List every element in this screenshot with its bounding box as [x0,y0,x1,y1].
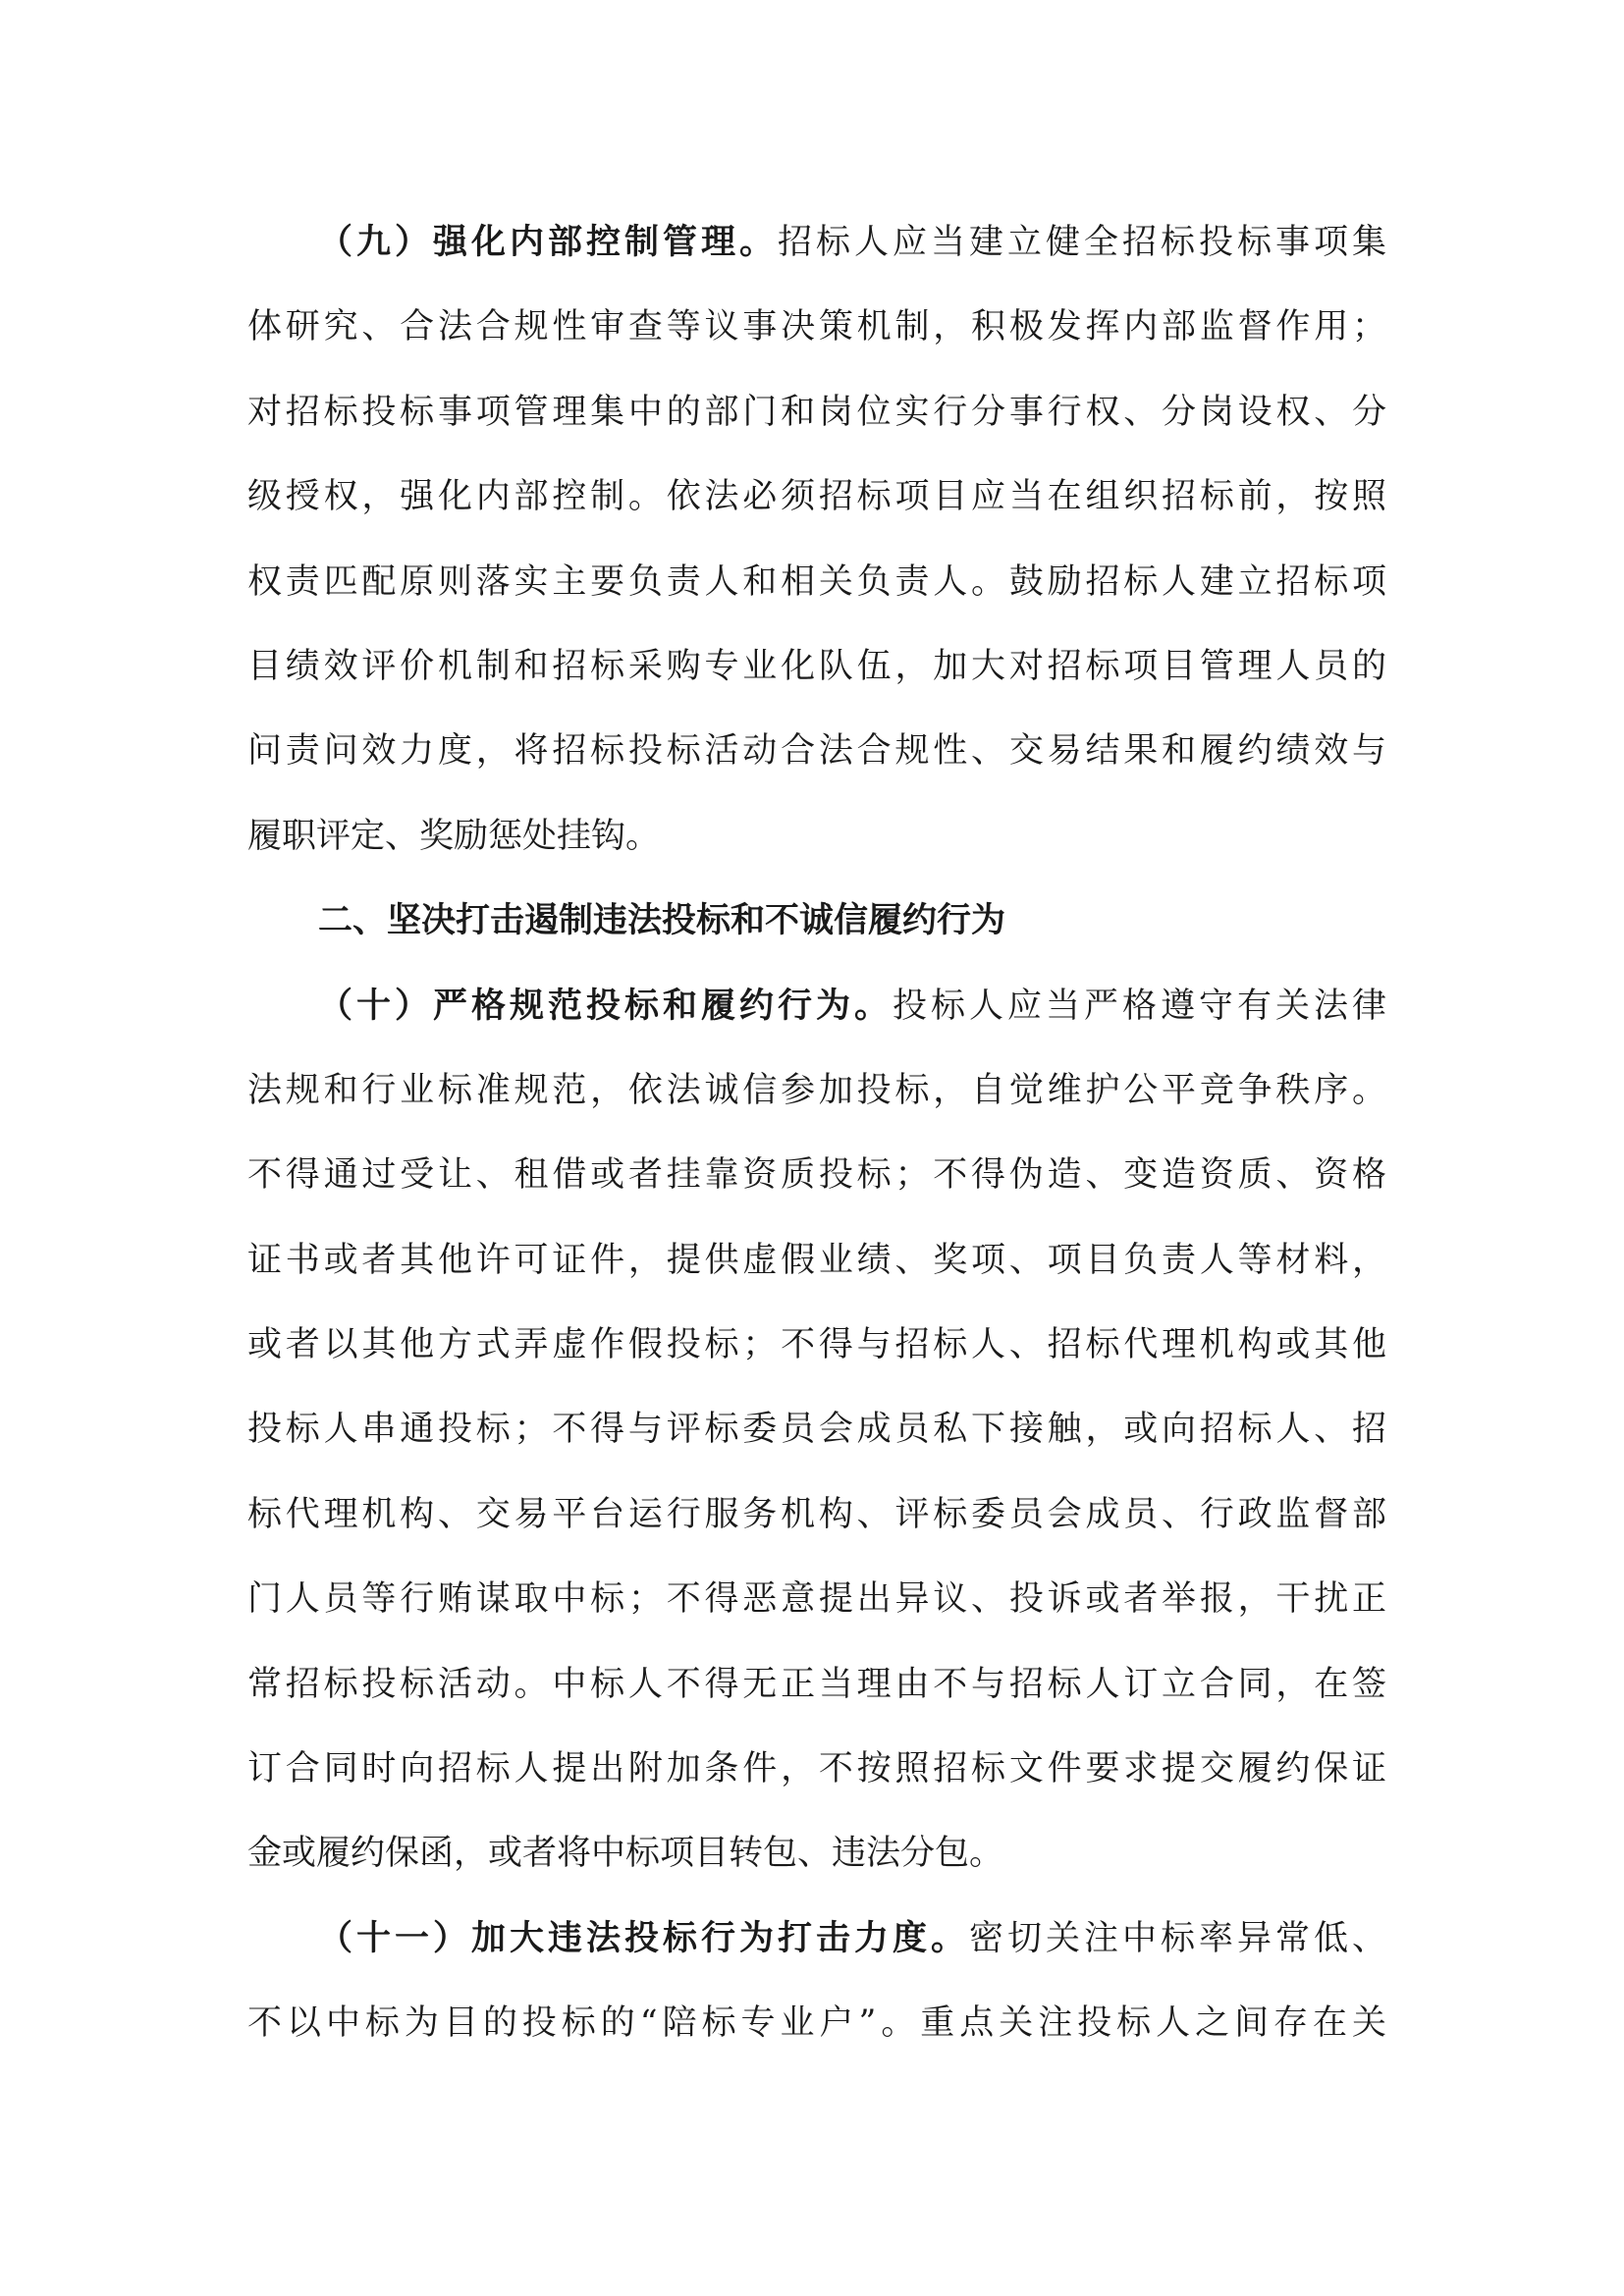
paragraph-9-line-6: 目绩效评价机制和招标采购专业化队伍，加大对招标项目管理人员的 [247,646,1386,686]
paragraph-10-line-11: 金或履约保函，或者将中标项目转包、违法分包。 [247,1834,1004,1874]
paragraph-10-line-1: （十）严格规范投标和履约行为。投标人应当严格遵守有关法律 [318,986,1386,1026]
paragraph-10-line-6: 投标人串通投标；不得与评标委员会成员私下接触，或向招标人、招 [247,1410,1386,1450]
paragraph-9-line-8: 履职评定、奖励惩处挂钩。 [247,816,661,856]
section-2-heading: 二、坚决打击遏制违法投标和不诚信履约行为 [318,901,1006,941]
paragraph-11-lead: （十一）加大违法投标行为打击力度。 [318,1918,969,1958]
paragraph-10-line-8: 门人员等行贿谋取中标；不得恶意提出异议、投诉或者举报，干扰正 [247,1579,1386,1620]
paragraph-10-line-10: 订合同时向招标人提出附加条件，不按照招标文件要求提交履约保证 [247,1749,1386,1789]
paragraph-9 [247,200,1386,879]
paragraph-10-line-4: 证书或者其他许可证件，提供虚假业绩、奖项、项目负责人等材料， [247,1240,1386,1280]
paragraph-9-line-3: 对招标投标事项管理集中的部门和岗位实行分事行权、分岗设权、分 [247,392,1386,432]
paragraph-11 [247,1896,1386,2066]
paragraph-9-lead: （九）强化内部控制管理。 [318,223,778,262]
paragraph-10-line-9: 常招标投标活动。中标人不得无正当理由不与招标人订立合同，在签 [247,1664,1386,1704]
paragraph-10-lead: （十）严格规范投标和履约行为。 [318,986,893,1026]
paragraph-10-line-2: 法规和行业标准规范，依法诚信参加投标，自觉维护公平竞争秩序。 [247,1070,1386,1110]
paragraph-9-line-4: 级授权，强化内部控制。依法必须招标项目应当在组织招标前，按照 [247,477,1386,517]
paragraph-9-line-2: 体研究、合法合规性审查等议事决策机制，积极发挥内部监督作用； [247,307,1386,347]
paragraph-10 [247,964,1386,1896]
paragraph-10-line-3: 不得通过受让、租借或者挂靠资质投标；不得伪造、变造资质、资格 [247,1155,1386,1196]
paragraph-11-line-2: 不以中标为目的投标的“陪标专业户”。重点关注投标人之间存在关 [247,2003,1386,2044]
paragraph-9-line-1: （九）强化内部控制管理。招标人应当建立健全招标投标事项集 [318,223,1386,262]
paragraph-9-line-7: 问责问效力度，将招标投标活动合法合规性、交易结果和履约绩效与 [247,731,1386,772]
paragraph-9-line-5: 权责匹配原则落实主要负责人和相关负责人。鼓励招标人建立招标项 [247,561,1386,602]
paragraph-10-line-7: 标代理机构、交易平台运行服务机构、评标委员会成员、行政监督部 [247,1494,1386,1534]
document-body [247,200,1386,2066]
paragraph-10-line-5: 或者以其他方式弄虚作假投标；不得与招标人、招标代理机构或其他 [247,1325,1386,1365]
paragraph-11-line-1: （十一）加大违法投标行为打击力度。密切关注中标率异常低、 [318,1918,1386,1958]
